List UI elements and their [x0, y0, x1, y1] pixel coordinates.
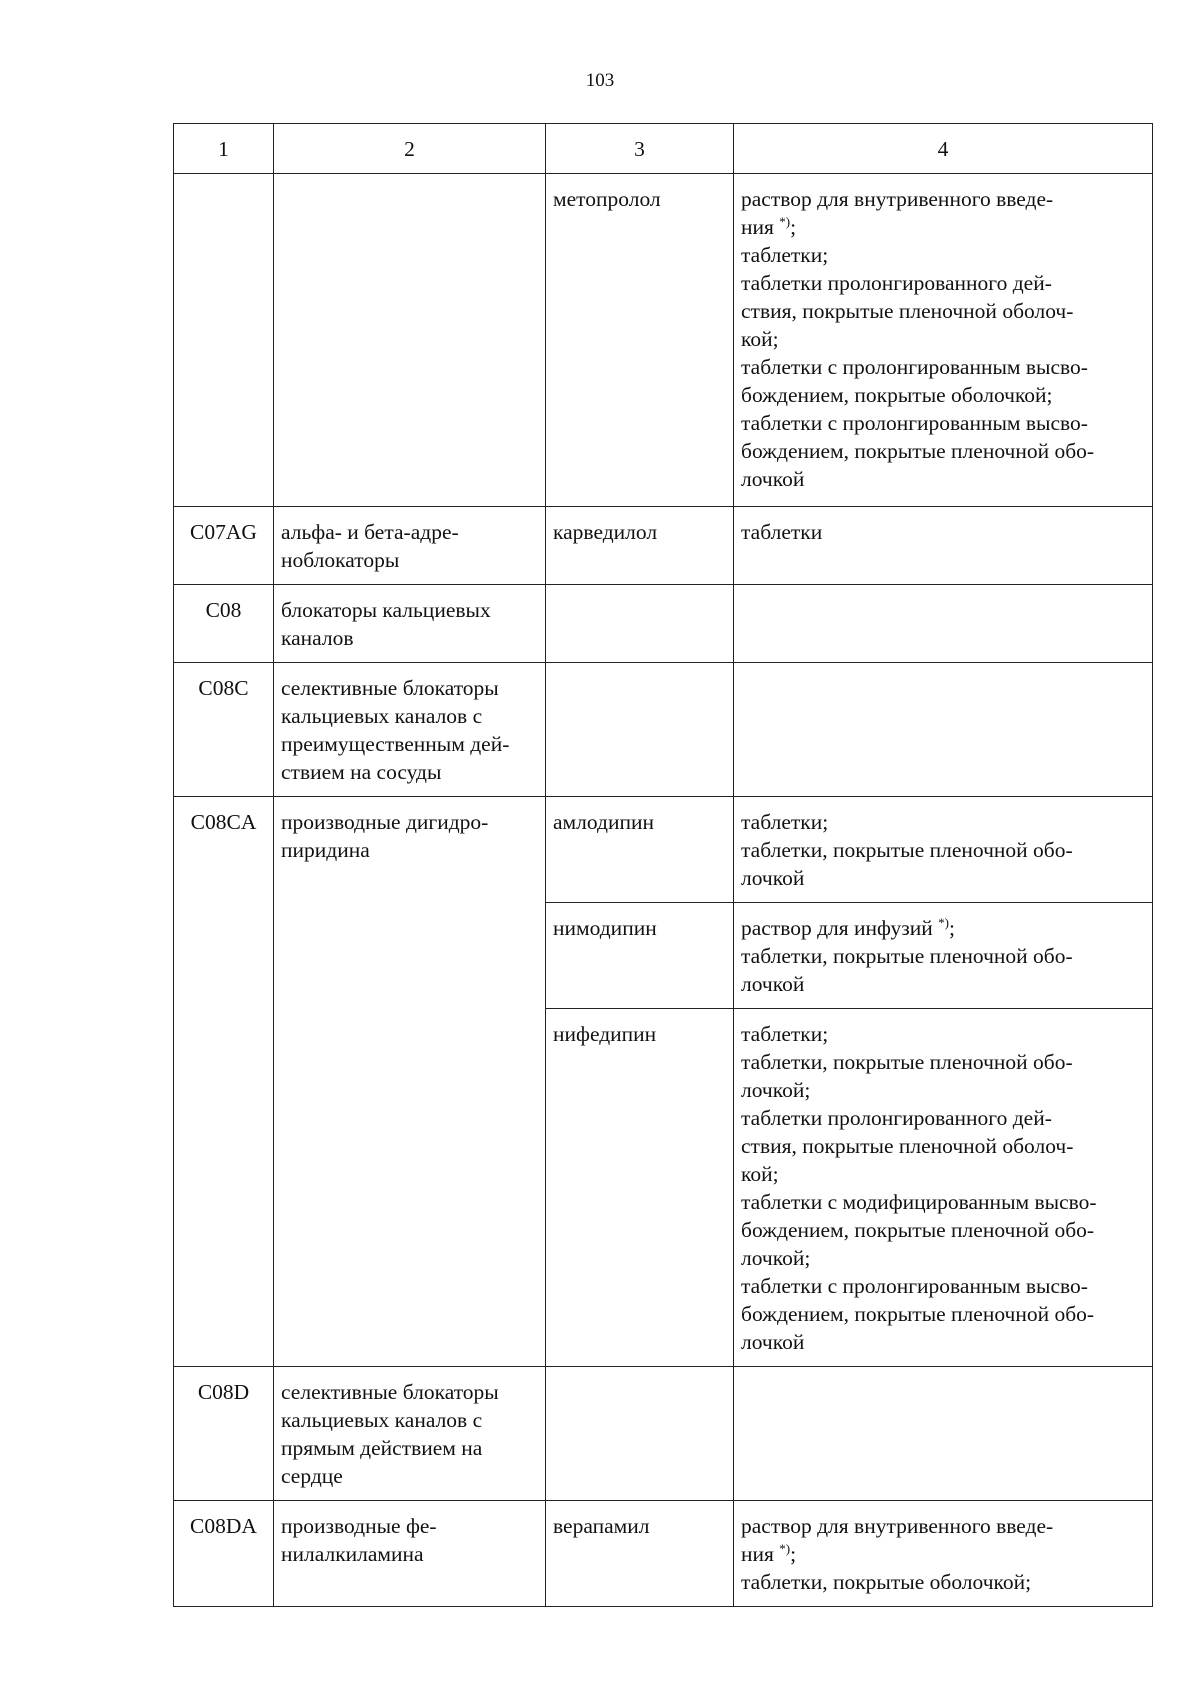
table-row [174, 585, 1153, 663]
dosage-form-cell [734, 1501, 1153, 1607]
dosage-form-text: таблетки, покрытые пленочной обо- лочкой [741, 944, 1073, 996]
drug-table [173, 123, 1153, 1607]
dosage-form-cell [734, 903, 1153, 1009]
footnote-marker: *) [938, 914, 949, 930]
atc-code-cell: C08CA [174, 797, 274, 1367]
group-cell: блокаторы кальциевых каналов [274, 585, 546, 663]
group-cell: селективные блокаторы кальциевых каналов с прямым действием на сердце [274, 1367, 546, 1501]
atc-code-cell: C08D [174, 1367, 274, 1501]
column-header-4: 4 [734, 124, 1153, 174]
table-row [174, 797, 1153, 903]
page-number: 103 [585, 70, 615, 91]
table-header-row [174, 124, 1153, 174]
dosage-form-cell: таблетки; таблетки, покрытые пленочной обо- лочкой [734, 797, 1153, 903]
drug-name-cell [546, 585, 734, 663]
drug-name-cell: карведилол [546, 507, 734, 585]
drug-name-cell [546, 1367, 734, 1501]
atc-code-cell: C08C [174, 663, 274, 797]
atc-code-cell: C07AG [174, 507, 274, 585]
dosage-form-text: раствор для инфузий [741, 916, 939, 940]
drug-name-cell: метопролол [546, 174, 734, 507]
dosage-form-cell: таблетки [734, 507, 1153, 585]
table-row [174, 507, 1153, 585]
dosage-form-text: таблетки, покрытые оболочкой; [741, 1570, 1032, 1594]
column-header-1: 1 [174, 124, 274, 174]
dosage-form-punct: ; [790, 1542, 797, 1566]
footnote-marker: *) [779, 213, 791, 229]
group-cell: альфа- и бета-адре- ноблокаторы [274, 507, 546, 585]
dosage-form-cell: таблетки; таблетки, покрытые пленочной обо- лочкой; таблетки пролонгированного дей- ствия, покрытые пленочной оболоч- кой; таблетки с модифицированным высво- бождением, покрытые пленочной обо- лочкой; таблетки с пролонгированным высво- бождением, покрытые пленочной обо- лочкой [734, 1009, 1153, 1367]
table-row [174, 174, 1153, 507]
group-cell [274, 174, 546, 507]
dosage-form-cell [734, 1367, 1153, 1501]
table-row [174, 663, 1153, 797]
dosage-form-punct: ; [790, 215, 797, 239]
group-cell: производные фе- нилалкиламина [274, 1501, 546, 1607]
group-cell: селективные блокаторы кальциевых каналов с преимущественным дей- ствием на сосуды [274, 663, 546, 797]
drug-name-cell [546, 663, 734, 797]
column-header-3: 3 [546, 124, 734, 174]
drug-name-cell: нифедипин [546, 1009, 734, 1367]
dosage-form-text: раствор для внутривенного введе- ния [741, 187, 1054, 239]
dosage-form-punct: ; [948, 916, 955, 940]
footnote-marker: *) [779, 1540, 791, 1556]
group-cell: производные дигидро- пиридина [274, 797, 546, 1367]
drug-name-cell: верапамил [546, 1501, 734, 1607]
table-row [174, 1501, 1153, 1607]
atc-code-cell: C08DA [174, 1501, 274, 1607]
drug-name-cell: амлодипин [546, 797, 734, 903]
dosage-form-cell [734, 585, 1153, 663]
dosage-form-cell [734, 174, 1153, 507]
atc-code-cell [174, 174, 274, 507]
column-header-2: 2 [274, 124, 546, 174]
drug-name-cell: нимодипин [546, 903, 734, 1009]
dosage-form-text: таблетки; таблетки пролонгированного дей- ствия, покрытые пленочной оболоч- кой; таблетки с пролонгированным высво- бождением, покрытые оболочкой; таблетки с пролонгированным высво- бождением, покрытые пленочной обо- лочкой [741, 243, 1095, 491]
atc-code-cell: C08 [174, 585, 274, 663]
dosage-form-cell [734, 663, 1153, 797]
dosage-form-text: раствор для внутривенного введе- ния [741, 1514, 1054, 1566]
table-row [174, 1367, 1153, 1501]
